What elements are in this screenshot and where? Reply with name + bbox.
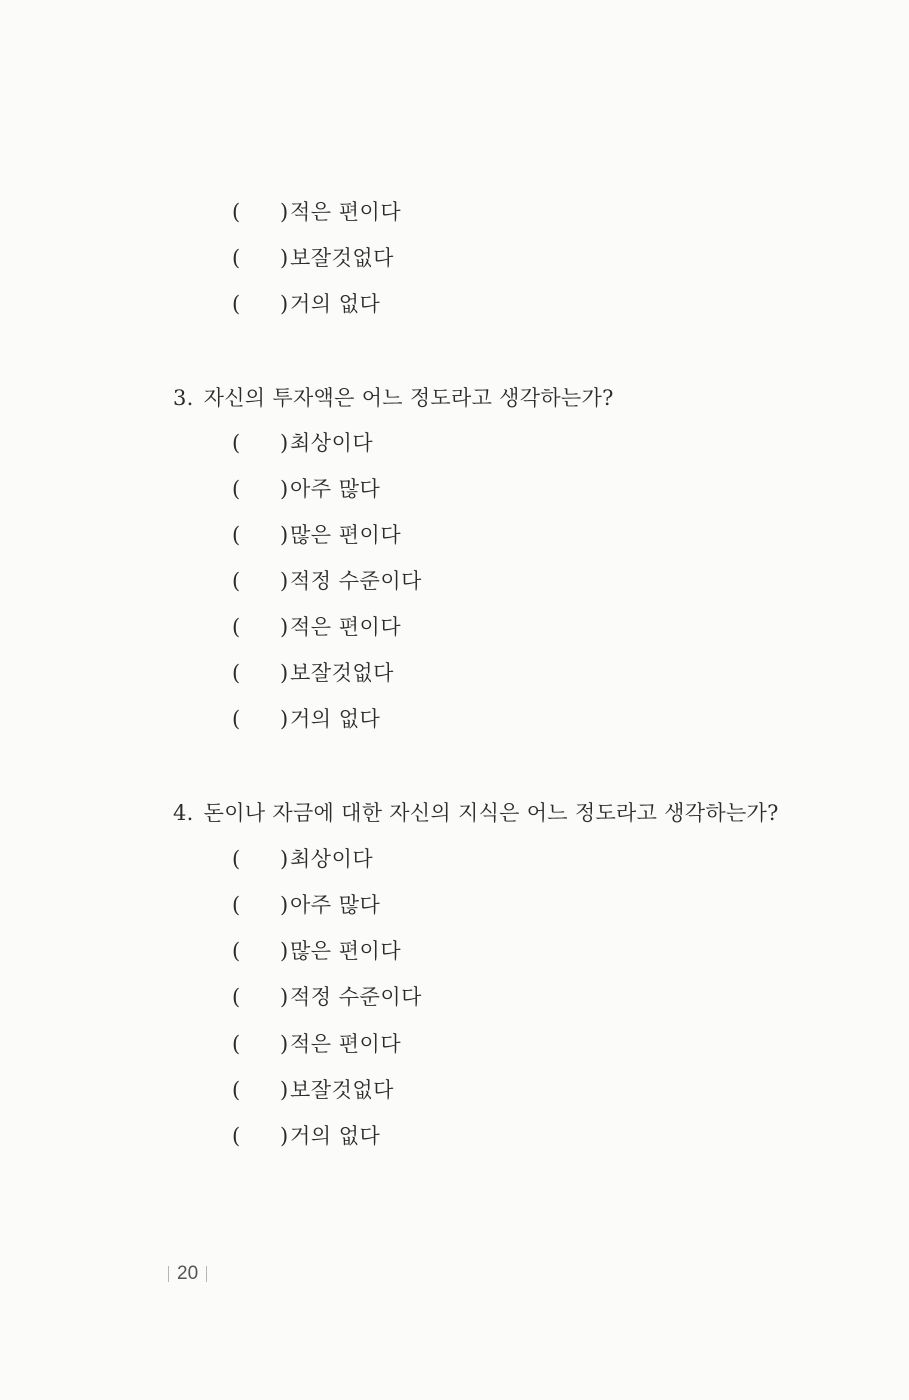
q4-option-3 bbox=[232, 936, 401, 966]
q4-option-5 bbox=[232, 1029, 401, 1059]
paren-open: ( bbox=[232, 985, 241, 1009]
paren-open: ( bbox=[232, 707, 241, 731]
q3-option-4 bbox=[232, 566, 422, 596]
question-number: 4. bbox=[173, 801, 194, 825]
q3-option-6 bbox=[232, 658, 394, 688]
q2-option-almost-none bbox=[232, 289, 380, 319]
paren-open: ( bbox=[232, 246, 241, 270]
paren-close: ) bbox=[280, 1078, 289, 1102]
option-label: 적정 수준이다 bbox=[290, 569, 422, 593]
option-label: 보잘것없다 bbox=[290, 246, 394, 270]
paren-close: ) bbox=[280, 1032, 289, 1056]
option-label: 적은 편이다 bbox=[290, 615, 402, 639]
q4-option-7 bbox=[232, 1121, 380, 1151]
q4-option-1 bbox=[232, 844, 373, 874]
paren-close: ) bbox=[280, 939, 289, 963]
page-number-divider-right bbox=[206, 1266, 207, 1282]
paren-close: ) bbox=[280, 1124, 289, 1148]
q3-option-5 bbox=[232, 612, 401, 642]
question-text: 자신의 투자액은 어느 정도라고 생각하는가? bbox=[203, 386, 614, 410]
paren-close: ) bbox=[280, 431, 289, 455]
question-text: 돈이나 자금에 대한 자신의 지식은 어느 정도라고 생각하는가? bbox=[203, 801, 779, 825]
paren-open: ( bbox=[232, 893, 241, 917]
paren-close: ) bbox=[280, 985, 289, 1009]
paren-close: ) bbox=[280, 893, 289, 917]
paren-close: ) bbox=[280, 246, 289, 270]
option-label: 적은 편이다 bbox=[290, 1032, 402, 1056]
q2-option-meager bbox=[232, 243, 394, 273]
paren-open: ( bbox=[232, 1124, 241, 1148]
page-number-divider-left bbox=[168, 1266, 169, 1282]
question-4 bbox=[173, 797, 779, 829]
paren-close: ) bbox=[280, 847, 289, 871]
question-number: 3. bbox=[173, 386, 194, 410]
q2-option-small bbox=[232, 197, 401, 227]
paren-open: ( bbox=[232, 939, 241, 963]
page-number-value: 20 bbox=[177, 1263, 199, 1284]
q3-option-1 bbox=[232, 428, 373, 458]
option-label: 거의 없다 bbox=[290, 292, 381, 316]
option-label: 아주 많다 bbox=[290, 477, 381, 501]
paren-close: ) bbox=[280, 707, 289, 731]
option-label: 보잘것없다 bbox=[290, 661, 394, 685]
option-label: 적정 수준이다 bbox=[290, 985, 422, 1009]
q4-option-6 bbox=[232, 1075, 394, 1105]
q3-option-3 bbox=[232, 520, 401, 550]
option-label: 아주 많다 bbox=[290, 893, 381, 917]
question-3 bbox=[173, 382, 614, 414]
page-number bbox=[160, 1262, 215, 1286]
paren-close: ) bbox=[280, 569, 289, 593]
paren-open: ( bbox=[232, 615, 241, 639]
option-label: 많은 편이다 bbox=[290, 523, 402, 547]
paren-open: ( bbox=[232, 292, 241, 316]
option-label: 거의 없다 bbox=[290, 1124, 381, 1148]
paren-close: ) bbox=[280, 523, 289, 547]
option-label: 최상이다 bbox=[290, 431, 374, 455]
option-label: 적은 편이다 bbox=[290, 200, 402, 224]
paren-open: ( bbox=[232, 200, 241, 224]
paren-open: ( bbox=[232, 431, 241, 455]
paren-close: ) bbox=[280, 292, 289, 316]
option-label: 거의 없다 bbox=[290, 707, 381, 731]
paren-open: ( bbox=[232, 477, 241, 501]
paren-close: ) bbox=[280, 477, 289, 501]
paren-close: ) bbox=[280, 615, 289, 639]
q4-option-4 bbox=[232, 982, 422, 1012]
q4-option-2 bbox=[232, 890, 380, 920]
option-label: 최상이다 bbox=[290, 847, 374, 871]
paren-open: ( bbox=[232, 1078, 241, 1102]
option-label: 보잘것없다 bbox=[290, 1078, 394, 1102]
paren-open: ( bbox=[232, 847, 241, 871]
paren-open: ( bbox=[232, 523, 241, 547]
option-label: 많은 편이다 bbox=[290, 939, 402, 963]
paren-close: ) bbox=[280, 200, 289, 224]
paren-open: ( bbox=[232, 661, 241, 685]
q3-option-7 bbox=[232, 704, 380, 734]
paren-open: ( bbox=[232, 569, 241, 593]
paren-open: ( bbox=[232, 1032, 241, 1056]
paren-close: ) bbox=[280, 661, 289, 685]
q3-option-2 bbox=[232, 474, 380, 504]
